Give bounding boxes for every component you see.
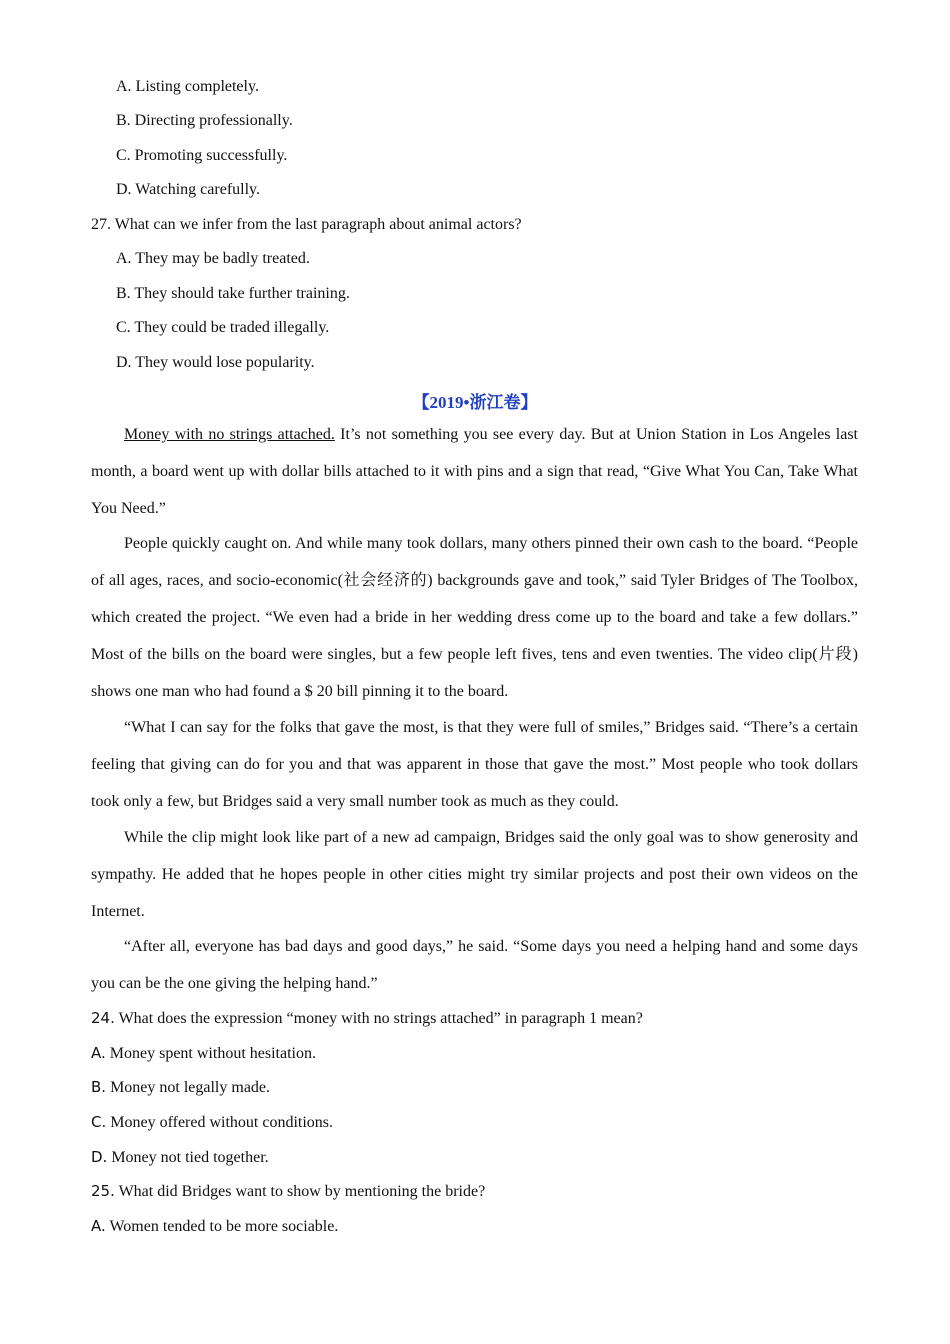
q26-option-a: A. Listing completely.: [116, 78, 259, 95]
option-text: Women tended to be more sociable.: [105, 1218, 339, 1235]
underlined-phrase: Money with no strings attached.: [124, 426, 335, 443]
option-text: Money spent without hesitation.: [105, 1045, 316, 1062]
passage-paragraph-5: “After all, everyone has bad days and good days,” he said. “Some days you need a helping hand and some days you can be the one giving the helping hand.”: [91, 938, 858, 992]
option-letter: B.: [91, 1078, 107, 1096]
option-text: Money not legally made.: [106, 1079, 271, 1096]
q26-option-c: C. Promoting successfully.: [116, 147, 288, 164]
q27-option-b: B. They should take further training.: [116, 285, 350, 302]
option-letter: C.: [91, 1113, 107, 1131]
q24-option-d: [91, 1147, 269, 1168]
option-letter: D.: [91, 1148, 108, 1166]
passage-paragraph-2: People quickly caught on. And while many took dollars, many others pinned their own cash to the board. “People of all ages, races, and socio-economic(社会经济的) backgrounds gave and took,” said Tyler Bridges of The Toolbox, which created the project. “We even had a bride in her wedding dress come up to the board and take a few dollars.” Most of the bills on the board were singles, but a few people left fives, tens and even twenties. The video clip(片段) shows one man who had found a $ 20 bill pinning it to the board.: [91, 535, 858, 700]
q24-question: [91, 1008, 643, 1029]
paragraph-1-text: It’s not something you see every day. But at Union Station in Los Angeles last month, a board went up with dollar bills attached to it with pins and a sign that read, “Give What You Can, Take What You Need.”: [91, 426, 858, 517]
q24-option-a: [91, 1043, 316, 1064]
option-letter: A.: [91, 1217, 106, 1235]
q26-option-d: D. Watching carefully.: [116, 181, 260, 198]
q24-option-b: [91, 1077, 270, 1098]
q27-option-a: A. They may be badly treated.: [116, 250, 310, 267]
section-title: 【2019•浙江卷】: [412, 393, 538, 412]
option-letter: A.: [91, 1044, 106, 1062]
q27-option-d: D. They would lose popularity.: [116, 354, 315, 371]
passage-paragraph-4: While the clip might look like part of a new ad campaign, Bridges said the only goal was to show generosity and sympathy. He added that he hopes people in other cities might try similar projects and post their own videos on the Internet.: [91, 829, 858, 920]
q26-option-b: B. Directing professionally.: [116, 112, 293, 129]
q25-question: [91, 1181, 485, 1202]
q25-option-a: [91, 1216, 338, 1237]
q24-question-text: What does the expression “money with no strings attached” in paragraph 1 mean?: [114, 1010, 643, 1027]
q24-option-c: [91, 1112, 333, 1133]
q25-question-text: What did Bridges want to show by mentioning the bride?: [114, 1183, 486, 1200]
q27-option-c: C. They could be traded illegally.: [116, 319, 330, 336]
passage-paragraph-3: “What I can say for the folks that gave the most, is that they were full of smiles,” Bridges said. “There’s a certain feeling that giving can do for you and that was apparent in those that gave the most.” Most people who took dollars took only a few, but Bridges said a very small number took as much as they could.: [91, 719, 858, 810]
option-text: Money offered without conditions.: [106, 1114, 334, 1131]
q27-question: 27. What can we infer from the last paragraph about animal actors?: [91, 216, 522, 233]
q25-number: 25.: [91, 1182, 115, 1200]
q24-number: 24.: [91, 1009, 115, 1027]
option-text: Money not tied together.: [107, 1149, 269, 1166]
passage-paragraph-1: [91, 416, 858, 527]
